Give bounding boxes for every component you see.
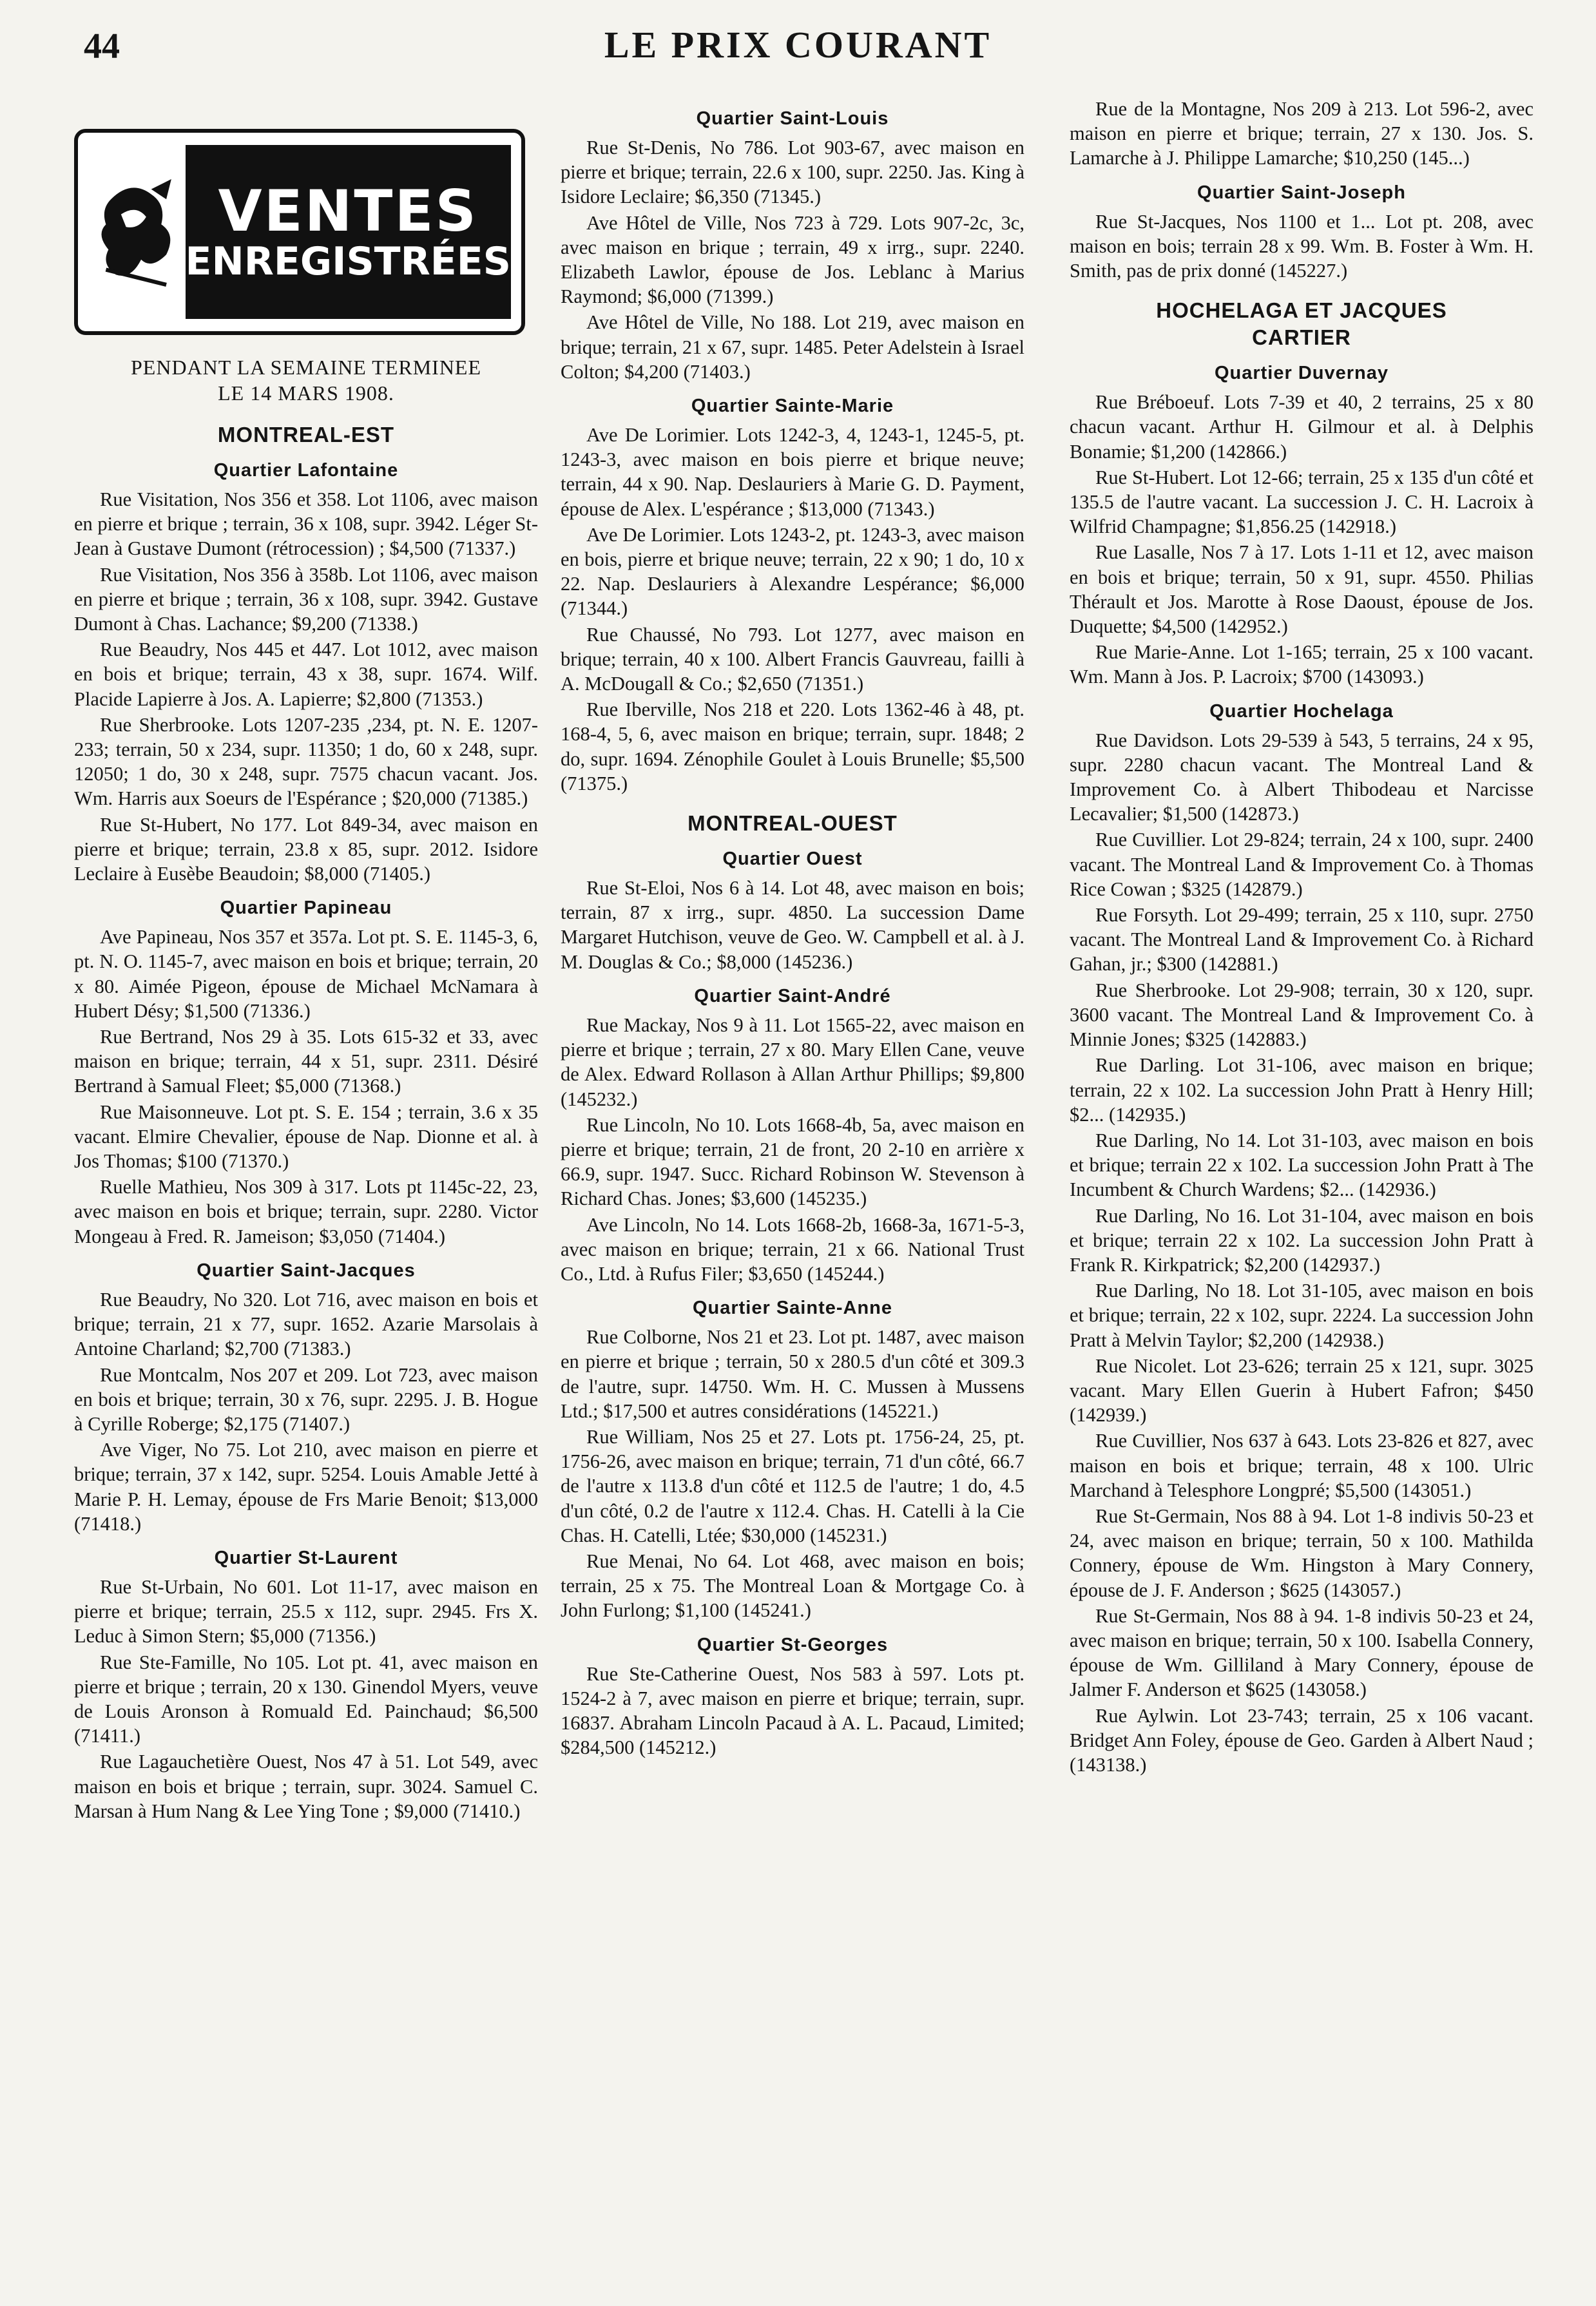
sale-entry: Ave Hôtel de Ville, Nos 723 à 729. Lots 907-2c, 3c, avec maison en brique ; terrain, 49 x irrg., supr. 2240. Elizabeth Lawlor, épouse de Jos. Leblanc à Marius Raymond; $6,000 (71399.): [561, 211, 1024, 308]
sale-entry: Rue Lasalle, Nos 7 à 17. Lots 1-11 et 12, avec maison en bois et brique; terrain, 50 x 91, supr. 4550. Philias Thérault et Jos. Marotte à Rose Daoust, épouse de Jos. Duquette; $4,500 (142952.): [1070, 541, 1534, 638]
district-heading-line-2: CARTIER: [1252, 325, 1351, 350]
sale-entry: Ave Papineau, Nos 357 et 357a. Lot pt. S. E. 1145-3, 6, pt. N. O. 1145-7, avec maison en bois et brique; terrain, 20 x 80. Aimée Pigeon, épouse de Michael McNamara à Hubert Désy; $1,500 (71336.): [74, 926, 538, 1022]
sale-entry: Ave Hôtel de Ville, No 188. Lot 219, avec maison en brique; terrain, 21 x 67, supr. 1485. Peter Adelstein à Israel Colton; $4,200 (71403.): [561, 311, 1024, 383]
week-line-1: PENDANT LA SEMAINE TERMINEE: [130, 356, 482, 379]
sale-entry: Rue Aylwin. Lot 23-743; terrain, 25 x 106 vacant. Bridget Ann Foley, épouse de Geo. Garden à Albert Naud ; (143138.): [1070, 1704, 1534, 1776]
sale-entry: Rue Ste-Famille, No 105. Lot pt. 41, avec maison en pierre et brique ; terrain, 20 x 130. Ginendol Myers, veuve de Louis Aronson à Romuald Ed. Painchaud; $6,500 (71411.): [74, 1651, 538, 1747]
logo-text: [186, 145, 512, 319]
sale-entry: Ave De Lorimier. Lots 1242-3, 4, 1243-1, 1245-5, pt. 1243-3, avec maison en bois pierre et brique neuve; terrain, 44 x 90. Nap. Deslauriers à Marie G. D. Payment, épouse de Alex. L'espérance ; $13,000 (71343.): [561, 424, 1024, 520]
week-caption: [74, 354, 538, 406]
sale-entry: Rue St-Urbain, No 601. Lot 11-17, avec maison en pierre et brique; terrain, 25.5 x 112, supr. 2945. Frs X. Leduc à Simon Stern; $5,000 (71356.): [74, 1575, 538, 1648]
sale-entry: Rue Visitation, Nos 356 et 358. Lot 1106, avec maison en pierre et brique ; terrain, 36 x 108, supr. 3942. Léger St-Jean à Gustave Dumont (rétrocession) ; $4,500 (71337.): [74, 488, 538, 560]
sale-entry: Rue Bréboeuf. Lots 7-39 et 40, 2 terrains, 25 x 80 chacun vacant. Arthur H. Gilmour et al. à Delphis Bonamie; $1,200 (142866.): [1070, 391, 1534, 463]
sale-entry: Rue Menai, No 64. Lot 468, avec maison en bois; terrain, 25 x 75. The Montreal Loan & Mortgage Co. à John Furlong; $1,100 (145241.): [561, 1550, 1024, 1622]
figure-illustration-icon: [91, 151, 182, 312]
running-title: LE PRIX COURANT: [604, 24, 992, 66]
sale-entry: Rue Iberville, Nos 218 et 220. Lots 1362-46 à 48, pt. 168-4, 5, 6, avec maison en brique; terrain, supr. 1848; 2 do, supr. 1694. Zénophile Goulet à Louis Brunelle; $5,500 (71375.): [561, 698, 1024, 794]
ventes-enregistrees-logo: [74, 129, 525, 335]
sale-entry: Rue de la Montagne, Nos 209 à 213. Lot 596-2, avec maison en pierre et brique; terrain, 27 x 130. Jos. S. Lamarche à J. Philippe Lamarche; $10,250 (145...): [1070, 98, 1534, 169]
sale-entry: Rue Darling. Lot 31-106, avec maison en brique; terrain, 22 x 102. La succession John Pratt à Henry Hill; $2... (142935.): [1070, 1054, 1534, 1126]
sale-entry: Rue Marie-Anne. Lot 1-165; terrain, 25 x 100 vacant. Wm. Mann à Jos. P. Lacroix; $700 (143093.): [1070, 641, 1534, 688]
quartier-heading: Quartier Sainte-Anne: [692, 1298, 893, 1319]
column-1: [74, 97, 538, 1825]
quartier-heading: Quartier Saint-André: [694, 985, 891, 1006]
district-heading: MONTREAL-OUEST: [687, 811, 898, 836]
sale-entry: Rue St-Denis, No 786. Lot 903-67, avec maison en pierre et brique; terrain, 22.6 x 100, supr. 2250. Jas. King à Isidore Leclaire; $6,350 (71345.): [561, 137, 1024, 208]
sale-entry: Rue William, Nos 25 et 27. Lots pt. 1756-24, 25, pt. 1756-26, avec maison en brique; terrain, 71 d'un côté, 66.7 de l'autre x 113.8 d'un côté et 112.5 de l'autre; 1 do, 4.5 d'un côté, 0.2 de l'autre x 112.4. Chas. H. Catelli à la Cie Chas. H. Catelli, Ltée; $30,000 (145231.): [561, 1425, 1024, 1546]
sale-entry: Rue Ste-Catherine Ouest, Nos 583 à 597. Lots pt. 1524-2 à 7, avec maison en pierre et brique; terrain, supr. 16837. Abraham Lincoln Pacaud à A. L. Pacaud, Limited; $284,500 (145212.): [561, 1662, 1024, 1759]
sale-entry: Ruelle Mathieu, Nos 309 à 317. Lots pt 1145c-22, 23, avec maison en bois et brique; terrain, supr. 2280. Victor Mongeau à Fred. R. Jameison; $3,050 (71404.): [74, 1176, 538, 1247]
quartier-heading: Quartier Duvernay: [1214, 363, 1389, 384]
sale-entry: Rue Maisonneuve. Lot pt. S. E. 154 ; terrain, 3.6 x 35 vacant. Elmire Chevalier, épouse de Nap. Dionne et al. à Jos Thomas; $100 (71370.): [74, 1100, 538, 1173]
sale-entry: Rue Lincoln, No 10. Lots 1668-4b, 5a, avec maison en pierre et brique; terrain, 21 de front, 20 2-10 en arrière x 66.9, supr. 1947. Succ. Richard Robinson W. Stevenson à Richard Chas. Jones; $3,600 (145235.): [561, 1113, 1024, 1210]
sale-entry: Rue Visitation, Nos 356 à 358b. Lot 1106, avec maison en pierre et brique ; terrain, 36 x 108, supr. 3942. Gustave Dumont à Chas. Lachance; $9,200 (71338.): [74, 563, 538, 635]
sale-entry: Rue Davidson. Lots 29-539 à 543, 5 terrains, 24 x 95, supr. 2280 chacun vacant. The Montreal Land & Improvement Co. à Albert Thibodeau et Narcisse Lecavalier; $1,500 (142873.): [1070, 729, 1534, 825]
district-heading-line-1: HOCHELAGA ET JACQUES: [1156, 298, 1447, 323]
quartier-heading: Quartier Lafontaine: [213, 460, 399, 481]
quartier-heading: Quartier Sainte-Marie: [691, 396, 894, 417]
sale-entry: Rue St-Hubert, No 177. Lot 849-34, avec maison en pierre et brique; terrain, 23.8 x 85, supr. 2012. Isidore Leclaire à Eusèbe Beaudoin; $8,000 (71405.): [74, 813, 538, 885]
sale-entry: Rue Colborne, Nos 21 et 23. Lot pt. 1487, avec maison en pierre et brique ; terrain, 50 x 280.5 d'un côté et 309.3 de l'autre, supr. 14750. Wm. H. C. Mussen à Mussens Ltd.; $17,500 et autres considérations (145221.): [561, 1326, 1024, 1422]
sale-entry: Rue Cuvillier, Nos 637 à 643. Lots 23-826 et 827, avec maison en bois et brique; terrain, 48 x 100. Ulric Marchand à Telesphore Longpré; $5,500 (143051.): [1070, 1430, 1534, 1501]
sale-entry: Rue St-Eloi, Nos 6 à 14. Lot 48, avec maison en bois; terrain, 87 x irrg., supr. 4850. La succession Dame Margaret Hutchison, veuve de Geo. W. Campbell et al. à J. M. Douglas & Co.; $8,000 (145236.): [561, 877, 1024, 973]
sale-entry: Rue Lagauchetière Ouest, Nos 47 à 51. Lot 549, avec maison en bois et brique ; terrain, supr. 3024. Samuel C. Marsan à Hum Nang & Lee Ying Tone ; $9,000 (71410.): [74, 1751, 538, 1822]
sale-entry: Rue Beaudry, No 320. Lot 716, avec maison en bois et brique; terrain, 21 x 77, supr. 1652. Azarie Marsolais à Antoine Charland; $2,700 (71383.): [74, 1288, 538, 1360]
sale-entry: Rue Forsyth. Lot 29-499; terrain, 25 x 110, supr. 2750 vacant. The Montreal Land & Improvement Co. à Richard Gahan, jr.; $300 (142881.): [1070, 904, 1534, 975]
sale-entry: Rue Darling, No 16. Lot 31-104, avec maison en bois et brique; terrain 22 x 102. La succession John Pratt à Frank R. Kirkpatrick; $2,200 (142937.): [1070, 1204, 1534, 1276]
column-3: [1070, 97, 1534, 1778]
sale-entry: Ave Lincoln, No 14. Lots 1668-2b, 1668-3a, 1671-5-3, avec maison en brique; terrain, 21 x 66. National Trust Co., Ltd. à Rufus Filer; $3,650 (145244.): [561, 1213, 1024, 1285]
sale-entry: Rue Darling, No 18. Lot 31-105, avec maison en bois et brique; terrain, 22 x 102, supr. 2224. La succession John Pratt à Melvin Taylor; $2,200 (142938.): [1070, 1280, 1534, 1351]
district-heading: MONTREAL-EST: [217, 423, 395, 447]
quartier-heading: Quartier St-Laurent: [214, 1547, 398, 1568]
sale-entry: Rue St-Hubert. Lot 12-66; terrain, 25 x 135 d'un côté et 135.5 de l'autre vacant. La succession J. C. H. Lacroix à Wilfrid Champagne; $1,856.25 (142918.): [1070, 466, 1534, 538]
page-header: [0, 0, 1596, 77]
sale-entry: Rue Cuvillier. Lot 29-824; terrain, 24 x 100, supr. 2400 vacant. The Montreal Land & Improvement Co. à Thomas Rice Cowan ; $325 (142879.): [1070, 829, 1534, 900]
quartier-heading: Quartier St-Georges: [697, 1634, 889, 1655]
quartier-heading: Quartier Saint-Louis: [696, 108, 889, 129]
quartier-heading: Quartier Saint-Joseph: [1197, 182, 1406, 203]
quartier-heading: Quartier Ouest: [722, 849, 863, 870]
sale-entry: Rue Sherbrooke. Lot 29-908; terrain, 30 x 120, supr. 3600 vacant. The Montreal Land & Improvement Co. à Minnie Jones; $325 (142883.): [1070, 979, 1534, 1051]
logo-line-enregistrees: ENREGISTRÉES: [185, 238, 511, 284]
district-heading: [1070, 297, 1534, 351]
sale-entry: Rue Sherbrooke. Lots 1207-235 ,234, pt. N. E. 1207-233; terrain, 50 x 234, supr. 11350; 1 do, 60 x 248, supr. 12050; 1 do, 30 x 248, supr. 7575 chacun vacant. Jos. Wm. Harris aux Soeurs de l'Espérance ; $20,000 (71385.): [74, 713, 538, 810]
sale-entry: Ave Viger, No 75. Lot 210, avec maison en pierre et brique; terrain, 37 x 142, supr. 5254. Louis Amable Jetté à Marie P. H. Lemay, épouse de Frs Marie Benoit; $13,000 (71418.): [74, 1439, 538, 1535]
quartier-heading: Quartier Saint-Jacques: [197, 1260, 416, 1281]
page-number: 44: [84, 26, 120, 66]
sale-entry: Rue Beaudry, Nos 445 et 447. Lot 1012, avec maison en bois et brique; terrain, 43 x 38, supr. 1674. Wilf. Placide Lapierre à Jos. A. Lapierre; $2,800 (71353.): [74, 639, 538, 710]
quartier-heading: Quartier Hochelaga: [1209, 700, 1394, 722]
sale-entry: Rue Mackay, Nos 9 à 11. Lot 1565-22, avec maison en pierre et brique ; terrain, 27 x 80. Mary Ellen Cane, veuve de Alex. Edward Rollason à Allan Arthur Phillips; $9,800 (145232.): [561, 1014, 1024, 1110]
quartier-heading: Quartier Papineau: [220, 898, 392, 919]
column-2: [561, 97, 1024, 1761]
sale-entry: Rue Darling, No 14. Lot 31-103, avec maison en bois et brique; terrain 22 x 102. La succession John Pratt à The Incumbent & Church Wardens; $2... (142936.): [1070, 1129, 1534, 1201]
sale-entry: Rue St-Germain, Nos 88 à 94. Lot 1-8 indivis 50-23 et 24, avec maison en brique; terrain, 50 x 100. Mathilda Connery, épouse de Wm. Hingston à Mary Connery, épouse de J. F. Anderson ; $625 (143057.): [1070, 1504, 1534, 1601]
logo-line-ventes: VENTES: [218, 178, 478, 245]
sale-entry: Ave De Lorimier. Lots 1243-2, pt. 1243-3, avec maison en bois, pierre et brique neuve; terrain, 22 x 90; 1 do, 10 x 22. Nap. Deslauriers à Alexandre Lespérance; $6,000 (71344.): [561, 523, 1024, 620]
sale-entry: Rue St-Jacques, Nos 1100 et 1... Lot pt. 208, avec maison en bois; terrain 28 x 99. Wm. B. Foster à Wm. H. Smith, pas de prix donné (145227.): [1070, 210, 1534, 282]
sale-entry: Rue Nicolet. Lot 23-626; terrain 25 x 121, supr. 3025 vacant. Mary Ellen Guerin à Hubert Fafron; $450 (142939.): [1070, 1354, 1534, 1427]
sale-entry: Rue St-Germain, Nos 88 à 94. 1-8 indivis 50-23 et 24, avec maison en brique; terrain, 50 x 100. Isabella Connery, épouse de Wm. Gilliland à Mary Connery, épouse de Jalmer F. Anderson et $625 (143058.): [1070, 1604, 1534, 1701]
sale-entry: Rue Bertrand, Nos 29 à 35. Lots 615-32 et 33, avec maison en brique; terrain, 44 x 51, supr. 2311. Désiré Bertrand à Samual Fleet; $5,000 (71368.): [74, 1026, 538, 1097]
sale-entry: Rue Chaussé, No 793. Lot 1277, avec maison en brique; terrain, 40 x 100. Albert Francis Gauvreau, failli à A. McDougall & Co.; $2,650 (71351.): [561, 623, 1024, 695]
sale-entry: Rue Montcalm, Nos 207 et 209. Lot 723, avec maison en bois et brique; terrain, 30 x 76, supr. 2295. J. B. Hogue à Cyrille Roberge; $2,175 (71407.): [74, 1363, 538, 1435]
week-line-2: LE 14 MARS 1908.: [218, 381, 394, 405]
